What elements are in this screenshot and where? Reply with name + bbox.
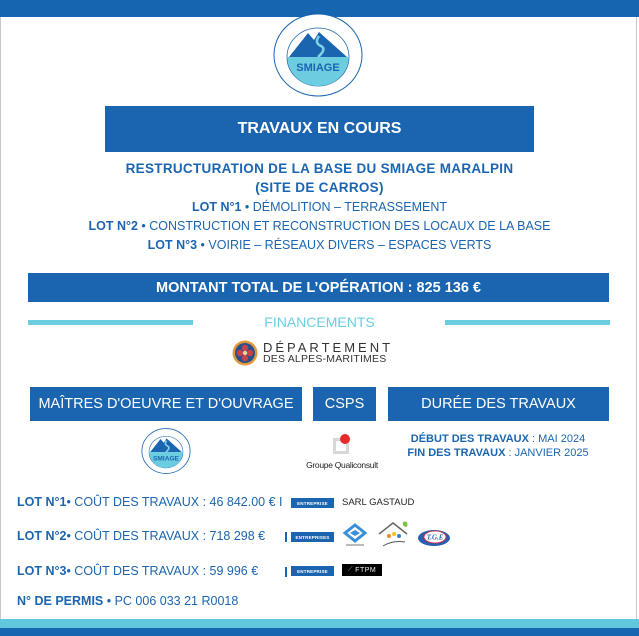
tge-logo (417, 528, 451, 548)
csps-header: CSPS (313, 387, 376, 421)
company-tag: ENTREPRISE (291, 498, 334, 508)
ftpm-logo (342, 564, 382, 576)
work-dates (398, 432, 598, 460)
ftpm-icon: ⟋ (347, 566, 354, 573)
lot-description (0, 200, 639, 214)
start-date-value: : MAI 2024 (528, 433, 586, 445)
end-date-label: FIN DES TRAVAUX (407, 447, 506, 459)
qualiconsult-icon (330, 433, 354, 457)
lot-sep: • (137, 219, 150, 233)
lot-text: DÉMOLITION – TERRASSEMENT (252, 200, 448, 214)
project-title: RESTRUCTURATION DE LA BASE DU SMIAGE MARALPIN (125, 161, 514, 176)
smiage-logo-text: SMIAGE (296, 62, 340, 74)
company-name: SARL GASTAUD (342, 497, 415, 508)
qualiconsult-logo (302, 433, 382, 473)
lot-sep: • (241, 200, 253, 214)
ftpm-name: FTPM (355, 566, 377, 574)
start-date (398, 432, 598, 446)
status-title: TRAVAUX EN COURS (105, 106, 534, 152)
cost-row (17, 495, 283, 509)
permit-number (17, 594, 238, 608)
total-amount: MONTANT TOTAL DE L’OPÉRATION : 825 136 € (28, 273, 609, 302)
divider-right (445, 320, 610, 325)
bacchas-logo (375, 518, 411, 550)
project-site: (SITE DE CARROS) (255, 180, 384, 195)
separator (285, 567, 287, 577)
cost-lot-label: LOT N°2 (17, 529, 67, 543)
lot-label: LOT N°2 (88, 219, 138, 233)
cost-row (17, 529, 265, 543)
smiage-logo-small (140, 428, 192, 474)
bottom-band-dark (0, 628, 639, 636)
end-date-value: : JANVIER 2025 (505, 447, 589, 459)
svg-text:T.G.E: T.G.E (426, 533, 444, 542)
company-tag: ENTREPRISES (291, 532, 334, 542)
duration-header: DURÉE DES TRAVAUX (388, 387, 609, 421)
cost-lot-label: LOT N°3 (17, 564, 67, 578)
department-subname: DES ALPES-MARITIMES (263, 353, 387, 366)
financing-label: FINANCEMENTS (264, 314, 375, 330)
lot-text: CONSTRUCTION ET RECONSTRUCTION DES LOCAUX DE LA BASE (149, 219, 551, 233)
cost-text: • COÛT DES TRAVAUX : 59 996 € (66, 564, 259, 578)
lot-description (0, 219, 639, 233)
cost-row (17, 564, 258, 578)
smiage-logo (272, 13, 364, 97)
lot-label: LOT N°1 (191, 200, 242, 214)
end-date (398, 446, 598, 460)
cost-text: • COÛT DES TRAVAUX : 46 842.00 € I (66, 495, 283, 509)
start-date-label: DÉBUT DES TRAVAUX (410, 433, 529, 445)
department-name: DÉPARTEMENT (263, 340, 394, 356)
separator (285, 532, 287, 542)
lot-sep: • (197, 238, 209, 252)
department-emblem-icon (232, 340, 258, 366)
smiage-logo-small-text: SMIAGE (153, 455, 179, 463)
department-logo (232, 340, 393, 366)
permit-label: N° DE PERMIS (17, 594, 104, 608)
lot-label: LOT N°3 (147, 238, 198, 252)
bottom-band-light (0, 619, 639, 628)
cost-lot-label: LOT N°1 (17, 495, 67, 509)
company-tag: ENTREPRISE (291, 566, 334, 576)
qualiconsult-name: Groupe Qualiconsult (306, 460, 378, 470)
lot-text: VOIRIE – RÉSEAUX DIVERS – ESPACES VERTS (208, 238, 492, 252)
bolotto-logo (342, 523, 368, 549)
cost-text: • COÛT DES TRAVAUX : 718 298 € (66, 529, 266, 543)
permit-value: • PC 006 033 21 R0018 (103, 594, 239, 608)
lot-description (0, 238, 639, 252)
owners-header: MAÎTRES D'OEUVRE ET D'OUVRAGE (30, 387, 302, 421)
